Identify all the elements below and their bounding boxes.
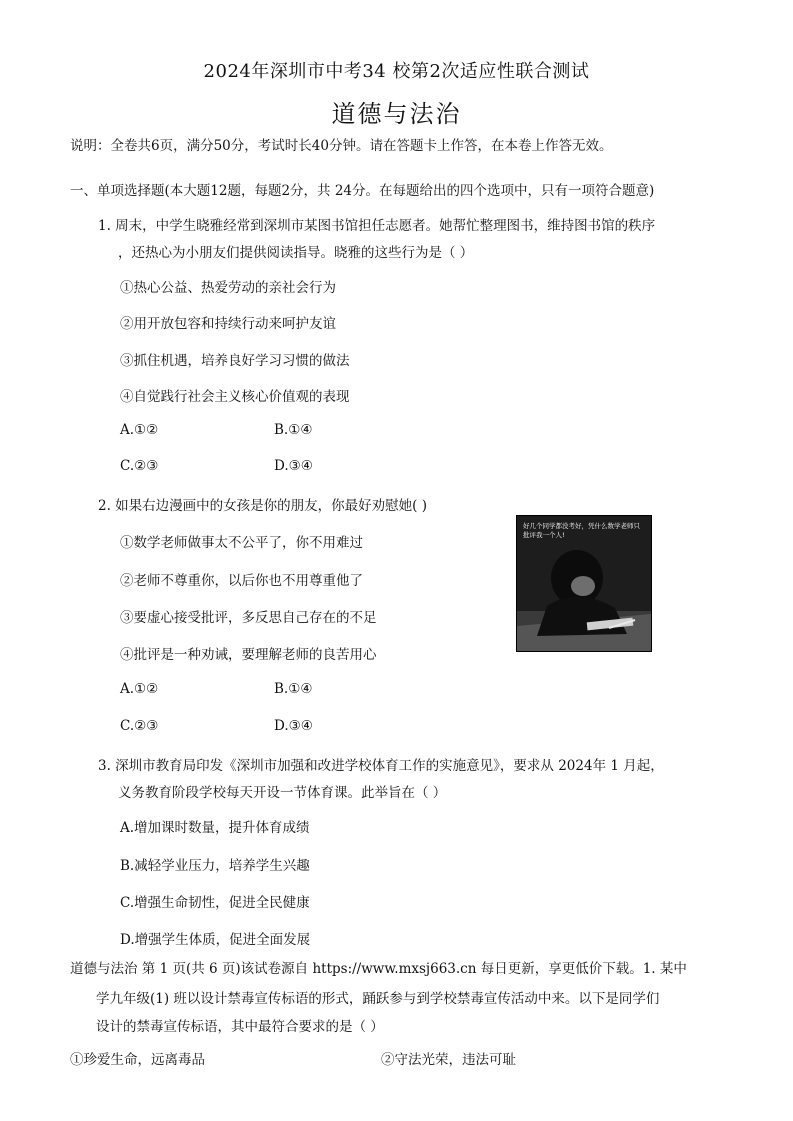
question-3-option-b: B.减轻学业压力，培养学生兴趣 <box>120 858 310 874</box>
question-3-option-d: D.增强学生体质，促进全面发展 <box>120 932 311 948</box>
footer-line-2: 学九年级(1) 班以设计禁毒宣传标语的形式，踊跃参与到学校禁毒宣传活动中来。以下是同学们 <box>96 991 660 1007</box>
slogan-1: ①珍爱生命，远离毒品 <box>70 1052 205 1068</box>
footer-line-1: 道德与法治 第 1 页(共 6 页)该试卷源自 https://www.mxsj663.cn 每日更新，享更低价下载。1. 某中 <box>70 961 687 977</box>
question-2-statement-4: ④批评是一种劝诫，要理解老师的良苦用心 <box>120 647 377 663</box>
question-1-option-d: D.③④ <box>274 458 313 474</box>
exam-title: 2024年深圳市中考34 校第2次适应性联合测试 <box>203 61 590 82</box>
question-2-option-d: D.③④ <box>274 718 313 734</box>
question-1-statement-1: ①热心公益、热爱劳动的亲社会行为 <box>120 280 336 296</box>
question-2-option-b: B.①④ <box>274 681 313 697</box>
instructions: 说明：全卷共6页，满分50分，考试时长40分钟。请在答题卡上作答，在本卷上作答无效。 <box>70 138 613 154</box>
question-2-statement-3: ③要虚心接受批评，多反思自己存在的不足 <box>120 610 377 626</box>
question-3-option-a: A.增加课时数量，提升体育成绩 <box>120 820 310 836</box>
footer-line-3: 设计的禁毒宣传标语，其中最符合要求的是（ ） <box>96 1019 384 1035</box>
question-1-statement-3: ③抓住机遇，培养良好学习习惯的做法 <box>120 353 350 369</box>
question-2-statement-1: ①数学老师做事太不公平了，你不用难过 <box>120 535 363 551</box>
question-1-stem-line1: 1. 周末，中学生晓雅经常到深圳市某图书馆担任志愿者。她帮忙整理图书，维持图书馆的秩序 <box>98 218 656 234</box>
exam-subject: 道德与法治 <box>331 100 462 128</box>
question-1-statement-2: ②用开放包容和持续行动来呵护友谊 <box>120 316 336 332</box>
section-heading: 一、单项选择题(本大题12题，每题2分，共 24分。在每题给出的四个选项中，只有一项符合题意) <box>70 183 655 199</box>
question-3-option-c: C.增强生命韧性，促进全民健康 <box>120 895 310 911</box>
question-3-stem-line2: 义务教育阶段学校每天开设一节体育课。此举旨在（ ） <box>118 785 447 801</box>
question-1-stem-line2: ，还热心为小朋友们提供阅读指导。晓雅的这些行为是（ ） <box>118 245 474 261</box>
question-2-statement-2: ②老师不尊重你，以后你也不用尊重他了 <box>120 573 363 589</box>
question-1-option-c: C.②③ <box>120 458 159 474</box>
question-1-option-a: A.①② <box>120 422 159 438</box>
question-1-option-b: B.①④ <box>274 422 313 438</box>
question-2-stem: 2. 如果右边漫画中的女孩是你的朋友，你最好劝慰她( ) <box>98 498 427 514</box>
slogan-2: ②守法光荣，违法可耻 <box>381 1052 516 1068</box>
comic-illustration <box>516 515 652 652</box>
question-1-statement-4: ④自觉践行社会主义核心价值观的表现 <box>120 389 350 405</box>
question-2-option-c: C.②③ <box>120 718 159 734</box>
comic-caption: 好几个同学都没考好，凭什么数学老师只批评我一个人! <box>523 522 640 539</box>
question-3-stem-line1: 3. 深圳市教育局印发《深圳市加强和改进学校体育工作的实施意见》，要求从 2024年 1 月起， <box>98 758 664 774</box>
question-2-option-a: A.①② <box>120 681 159 697</box>
